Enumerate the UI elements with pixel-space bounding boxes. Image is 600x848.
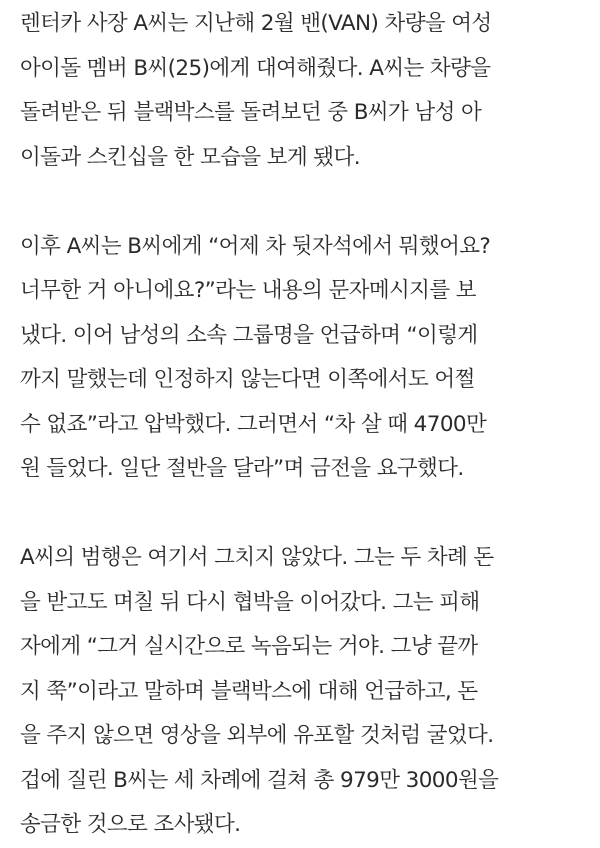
paragraph-line: 자에게 “그거 실시간으로 녹음되는 거야. 그냥 끝까 [20, 634, 478, 659]
paragraph-line: 아이돌 멤버 B씨(25)에게 대여해줬다. A씨는 차량을 [20, 55, 491, 81]
paragraph-line: 지 쭉”이라고 말하며 블랙박스에 대해 언급하고, 돈 [20, 678, 478, 704]
paragraph-line: 냈다. 이어 남성의 소속 그룹명을 언급하며 “이렇게 [20, 322, 478, 348]
paragraph-line: A씨의 범행은 여기서 그치지 않았다. 그는 두 차례 돈 [20, 545, 494, 570]
paragraph-line: 이후 A씨는 B씨에게 “어제 차 뒷자석에서 뭐했어요? [20, 233, 491, 259]
paragraph-3 [20, 536, 590, 848]
article-body [20, 2, 590, 848]
paragraph-line: 렌터카 사장 A씨는 지난해 2월 밴(VAN) 차량을 여성 [20, 11, 492, 36]
paragraph-line: 을 받고도 며칠 뒤 다시 협박을 이어갔다. 그는 피해 [20, 589, 480, 615]
paragraph-line: 돌려받은 뒤 블랙박스를 돌려보던 중 B씨가 남성 아 [20, 100, 482, 125]
paragraph-line: 겁에 질린 B씨는 세 차례에 걸쳐 총 979만 3000원을 [20, 767, 499, 793]
paragraph-line: 수 없죠”라고 압박했다. 그러면서 “차 살 때 4700만 [20, 411, 487, 437]
paragraph-line: 까지 말했는데 인정하지 않는다면 이쪽에서도 어쩔 [20, 367, 475, 392]
paragraph-line: 이돌과 스킨십을 한 모습을 보게 됐다. [20, 144, 360, 170]
paragraph-line: 송금한 것으로 조사됐다. [20, 812, 241, 837]
paragraph-line: 을 주지 않으면 영상을 외부에 유포할 것처럼 굴었다. [20, 723, 494, 748]
paragraph-line: 너무한 거 아니에요?”라는 내용의 문자메시지를 보 [20, 278, 476, 303]
paragraph-1 [20, 2, 590, 180]
paragraph-line: 원 들었다. 일단 절반을 달라”며 금전을 요구했다. [20, 456, 464, 481]
paragraph-2 [20, 225, 590, 492]
